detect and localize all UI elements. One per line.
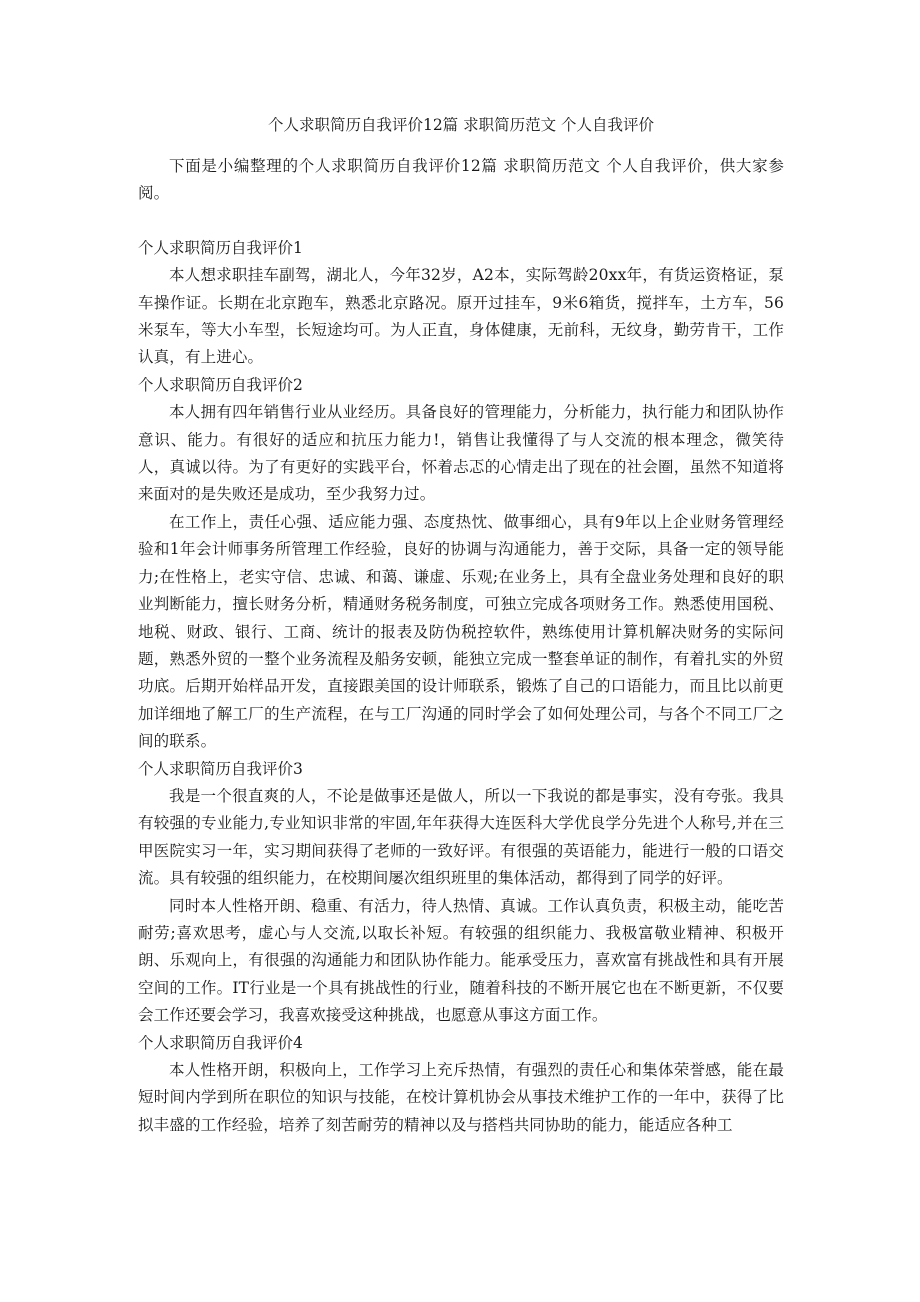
section-paragraph: 本人拥有四年销售行业从业经历。具备良好的管理能力，分析能力，执行能力和团队协作意识、能力。有很好的适应和抗压力能力!，销售让我懂得了与人交流的根本理念，微笑待人，真诚以待。为了有更好的实践平台，怀着忐忑的心情走出了现在的社会圈，虽然不知道将来面对的是失败还是成功，至少我努力过。: [138, 403, 784, 504]
section-paragraph: 同时本人性格开朗、稳重、有活力，待人热情、真诚。工作认真负责，积极主动，能吃苦耐劳;喜欢思考，虚心与人交流,以取长补短。有较强的组织能力、我极富敬业精神、积极开朗、乐观向上，有很强的沟通能力和团队协作能力。能承受压力，喜欢富有挑战性和具有开展空间的工作。IT行业是一个具有挑战性的行业，随着科技的不断开展它也在不断更新，不仅要会工作还要会学习，我喜欢接受这种挑战，也愿意从事这方面工作。: [138, 896, 784, 1025]
section-heading: 个人求职简历自我评价1: [138, 238, 303, 257]
section-3: [138, 756, 784, 1030]
section-paragraph: 我是一个很直爽的人，不论是做事还是做人，所以一下我说的都是事实，没有夸张。我具有较强的专业能力,专业知识非常的牢固,年年获得大连医科大学优良学分先进个人称号,并在三甲医院实习一年，实习期间获得了老师的一致好评。有很强的英语能力，能进行一般的口语交流。具有较强的组织能力，在校期间屡次组织班里的集体活动，都得到了同学的好评。: [138, 786, 784, 888]
section-heading: 个人求职简历自我评价4: [138, 1033, 303, 1052]
intro-paragraph: 下面是小编整理的个人求职简历自我评价12篇 求职简历范文 个人自我评价，供大家参阅。: [138, 157, 784, 203]
section-heading: 个人求职简历自我评价3: [138, 759, 303, 778]
section-paragraph: 在工作上，责任心强、适应能力强、态度热忱、做事细心，具有9年以上企业财务管理经验和1年会计师事务所管理工作经验，良好的协调与沟通能力，善于交际，具备一定的领导能力;在性格上，老实守信、忠诚、和蔼、谦虚、乐观;在业务上，具有全盘业务处理和良好的职业判断能力，擅长财务分析，精通财务税务制度，可独立完成各项财务工作。熟悉使用国税、地税、财政、银行、工商、统计的报表及防伪税控软件，熟练使用计算机解决财务的实际问题，熟悉外贸的一整个业务流程及船务安顿，能独立完成一整套单证的制作，有着扎实的外贸功底。后期开始样品开发，直接跟美国的设计师联系，锻炼了自己的口语能力，而且比以前更加详细地了解工厂的生产流程，在与工厂沟通的同时学会了如何处理公司，与各个不同工厂之间的联系。: [138, 512, 784, 751]
section-1: [138, 235, 784, 372]
document-page: [138, 112, 784, 1139]
section-heading: 个人求职简历自我评价2: [138, 375, 303, 394]
section-2: [138, 372, 784, 756]
section-paragraph: 本人想求职挂车副驾，湖北人，今年32岁，A2本，实际驾龄20xx年，有货运资格证，泵车操作证。长期在北京跑车，熟悉北京路况。原开过挂车，9米6箱货，搅拌车，土方车，56米泵车，等大小车型，长短途均可。为人正直，身体健康，无前科，无纹身，勤劳肯干，工作认真，有上进心。: [138, 266, 784, 367]
section-paragraph: 本人性格开朗，积极向上，工作学习上充斥热情，有强烈的责任心和集体荣誉感，能在最短时间内学到所在职位的知识与技能，在校计算机协会从事技术维护工作的一年中，获得了比拟丰盛的工作经验，培养了刻苦耐劳的精神以及与搭档共同协助的能力，能适应各种工: [138, 1061, 784, 1134]
document-title: 个人求职简历自我评价12篇 求职简历范文 个人自我评价: [267, 116, 655, 134]
section-4: [138, 1030, 784, 1140]
